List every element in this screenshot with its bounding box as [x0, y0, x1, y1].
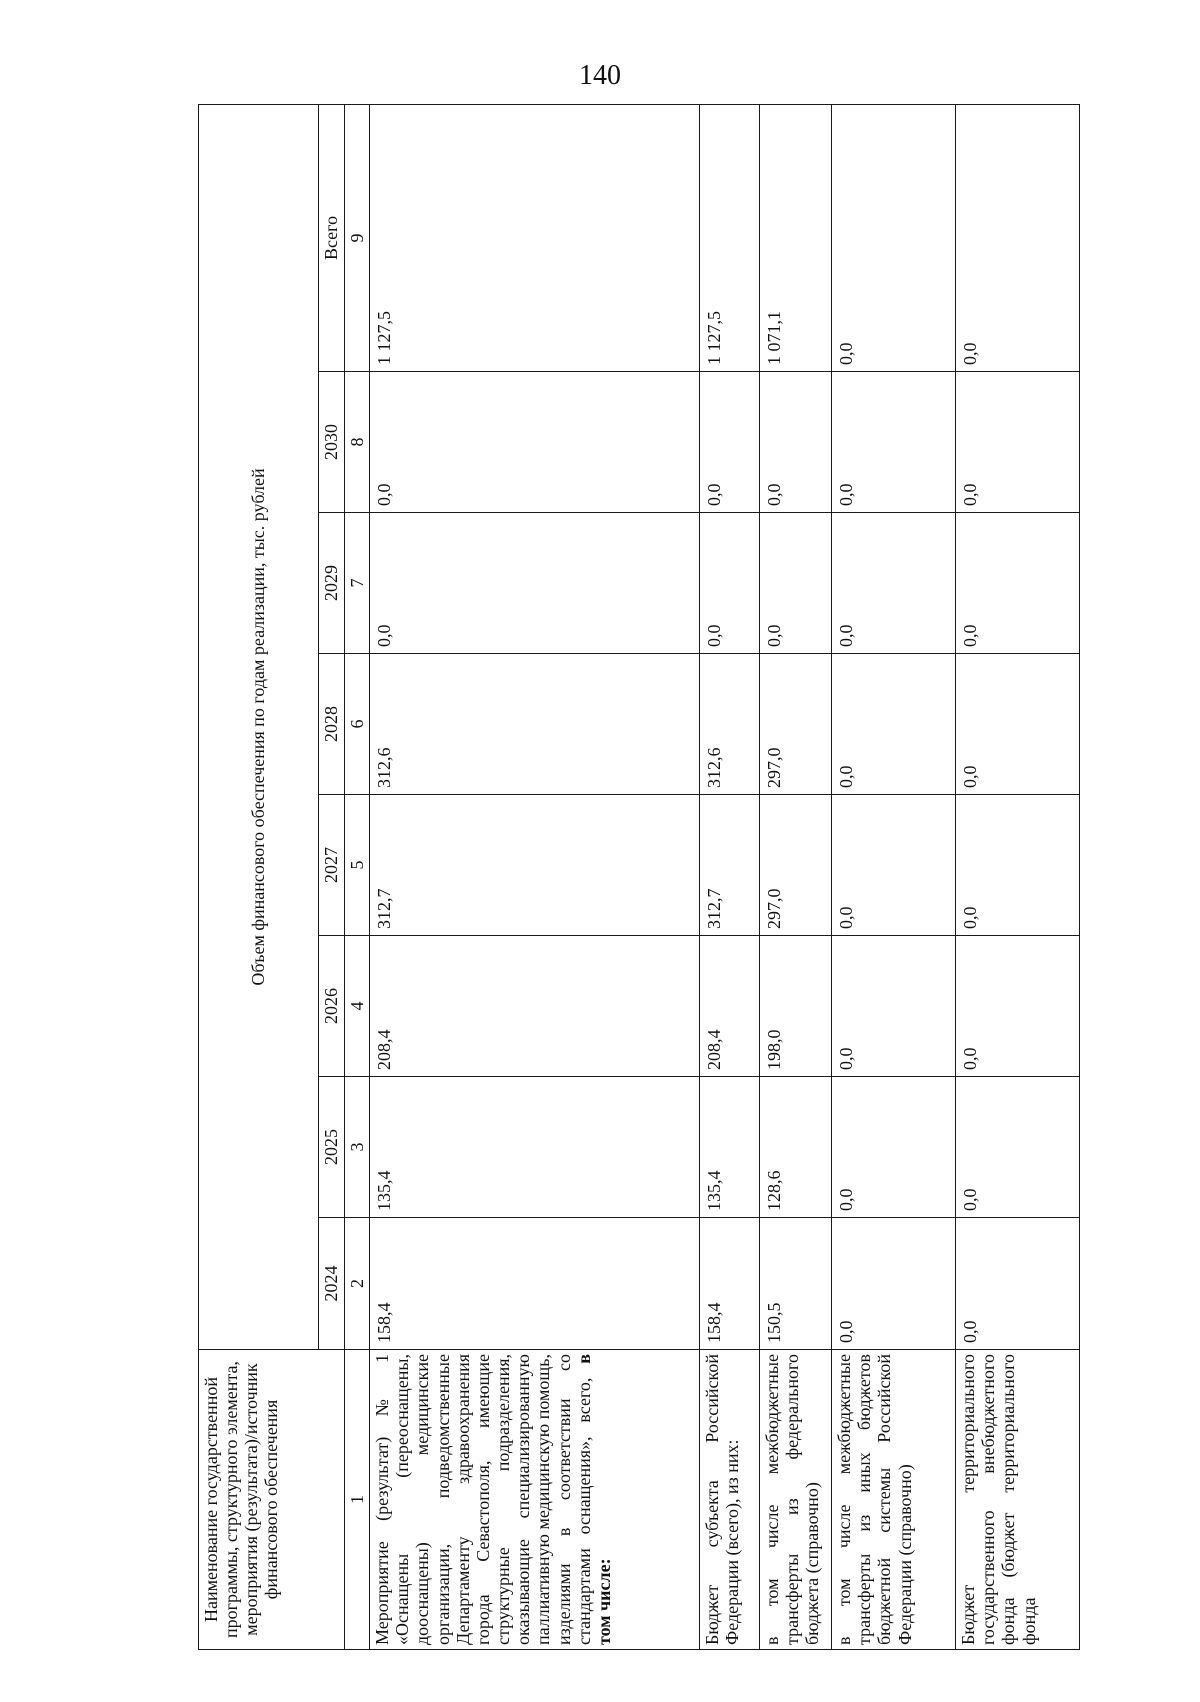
- cell-value: 0,0: [956, 795, 1080, 936]
- col-year-2029: 2029: [319, 513, 345, 654]
- cell-value: 208,4: [700, 936, 760, 1077]
- cell-value: 0,0: [832, 104, 956, 371]
- row-label-text: Мероприятие (результат) № 1 «Оснащены (переоснащены, дооснащены) медицинские организации, подведомственные Департаменту здравоохранения города Севастополя, имеющие структурные подразделения, оказывающие специализированную паллиативную медицинскую помощь, изделиями в соответствии со стандартами оснащения», всего,: [372, 1354, 594, 1645]
- col-number: 8: [345, 372, 370, 513]
- col-number: 3: [345, 1077, 370, 1218]
- cell-value: 312,6: [700, 654, 760, 795]
- cell-value: 0,0: [832, 795, 956, 936]
- name-column-header: Наименование государственной программы, структурного элемента, мероприятия (результата)/источник финансового обеспечения: [199, 1350, 345, 1650]
- col-year-2024: 2024: [319, 1218, 345, 1350]
- table-row: [760, 104, 832, 1649]
- cell-value: 0,0: [832, 654, 956, 795]
- cell-value: 0,0: [956, 513, 1080, 654]
- table-row: [832, 104, 956, 1649]
- cell-value: 198,0: [760, 936, 832, 1077]
- table-row: [700, 104, 760, 1649]
- cell-value: 0,0: [956, 104, 1080, 371]
- cell-value: 0,0: [832, 936, 956, 1077]
- cell-value: 150,5: [760, 1218, 832, 1350]
- col-number: 7: [345, 513, 370, 654]
- cell-value: 158,4: [700, 1218, 760, 1350]
- col-year-2027: 2027: [319, 795, 345, 936]
- cell-value: 0,0: [700, 513, 760, 654]
- financing-table: [198, 104, 1080, 1650]
- cell-value: 0,0: [956, 372, 1080, 513]
- row-label: в том числе межбюджетные трансферты из иных бюджетов бюджетной системы Российской Федерации (справочно): [832, 1350, 956, 1650]
- col-year-2030: 2030: [319, 372, 345, 513]
- table-row: [370, 104, 700, 1649]
- table-row: [956, 104, 1080, 1649]
- page-number: 140: [579, 60, 621, 91]
- cell-value: 0,0: [956, 936, 1080, 1077]
- cell-value: 0,0: [700, 372, 760, 513]
- col-year-2026: 2026: [319, 936, 345, 1077]
- col-total: Всего: [319, 104, 345, 371]
- rotated-table-container: [198, 105, 1078, 1650]
- cell-value: 208,4: [370, 936, 700, 1077]
- cell-value: 0,0: [370, 513, 700, 654]
- cell-value: 312,7: [700, 795, 760, 936]
- cell-value: 297,0: [760, 654, 832, 795]
- cell-value: 0,0: [832, 1077, 956, 1218]
- cell-value: 0,0: [760, 513, 832, 654]
- col-number: 2: [345, 1218, 370, 1350]
- cell-value: 1 071,1: [760, 104, 832, 371]
- col-year-2025: 2025: [319, 1077, 345, 1218]
- col-number: 6: [345, 654, 370, 795]
- cell-value: 297,0: [760, 795, 832, 936]
- col-number: 1: [345, 1350, 370, 1650]
- cell-value: 135,4: [370, 1077, 700, 1218]
- col-year-2028: 2028: [319, 654, 345, 795]
- col-number: 5: [345, 795, 370, 936]
- col-number: 9: [345, 104, 370, 371]
- row-label: в том числе межбюджетные трансферты из федерального бюджета (справочно): [760, 1350, 832, 1650]
- row-label-bold: в том числе:: [573, 1354, 614, 1645]
- cell-value: 1 127,5: [370, 104, 700, 371]
- cell-value: 0,0: [370, 372, 700, 513]
- cell-value: 1 127,5: [700, 104, 760, 371]
- cell-value: 0,0: [832, 372, 956, 513]
- cell-value: 0,0: [956, 654, 1080, 795]
- col-number: 4: [345, 936, 370, 1077]
- cell-value: 0,0: [956, 1218, 1080, 1350]
- row-label: Бюджет субъекта Российской Федерации (всего), из них:: [700, 1350, 760, 1650]
- row-label: [370, 1350, 700, 1650]
- cell-value: 312,6: [370, 654, 700, 795]
- cell-value: 312,7: [370, 795, 700, 936]
- cell-value: 0,0: [760, 372, 832, 513]
- row-label: Бюджет территориального государственного внебюджетного фонда (бюджет территориального фонда: [956, 1350, 1080, 1650]
- cell-value: 135,4: [700, 1077, 760, 1218]
- cell-value: 0,0: [832, 1218, 956, 1350]
- cell-value: 0,0: [956, 1077, 1080, 1218]
- cell-value: 158,4: [370, 1218, 700, 1350]
- financing-group-header: Объем финансового обеспечения по годам реализации, тыс. рублей: [199, 104, 319, 1349]
- cell-value: 0,0: [832, 513, 956, 654]
- cell-value: 128,6: [760, 1077, 832, 1218]
